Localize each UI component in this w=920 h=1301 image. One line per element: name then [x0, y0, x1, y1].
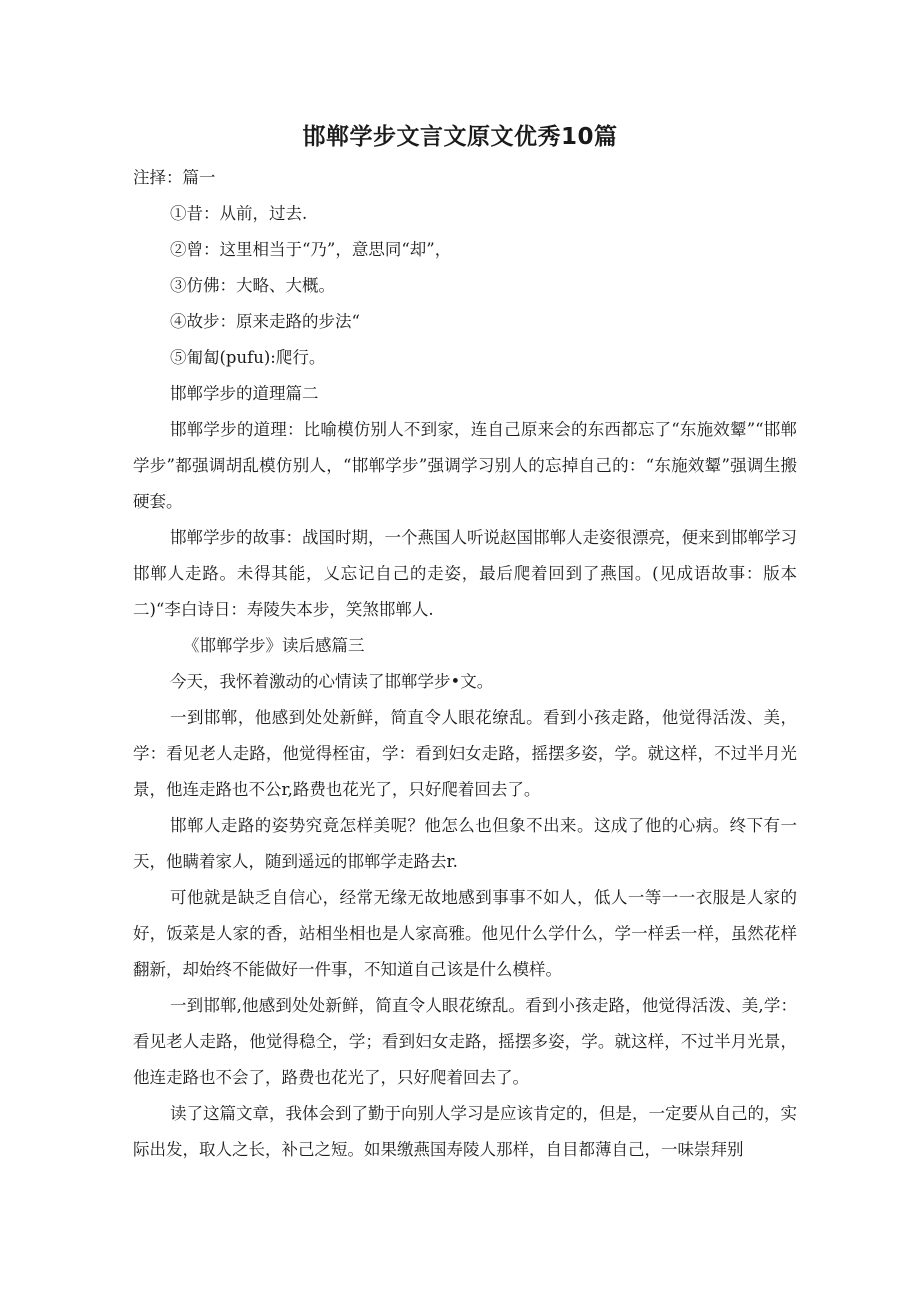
paragraph: 今天，我怀着激动的心情读了邯郸学步•文。 [170, 672, 494, 691]
page-title: 邯郸学步文言文原文优秀10篇 [302, 124, 618, 150]
paragraph: 邯郸学步的道理：比喻模仿别人不到家，连自己原来会的东西都忘了“东施效颦”“邯郸学步”都强调胡乱模仿别人，“邯郸学步”强调学习别人的忘掉自己的：“东施效颦”强调生搬硬套。 [133, 420, 797, 511]
note-item: ②曾：这里相当于“乃”，意思同“却”， [170, 240, 452, 259]
note-item: ①昔：从前，过去. [170, 204, 308, 223]
note-item: ⑤匍匐(pufu):爬行。 [170, 348, 326, 367]
section-heading: 邯郸学步的道理篇二 [170, 384, 319, 403]
note-item: ③仿佛：大略、大概。 [170, 276, 335, 295]
notes-heading: 注择：篇一 [133, 168, 216, 187]
paragraph: 一到邯郸,他感到处处新鲜，简直令人眼花缭乱。看到小孩走路，他觉得活泼、美,学：看见老人走路，他觉得稳仝，学；看到妇女走路，摇摆多姿，学。就这样，不过半月光景，他连走路也不会了，路费也花光了，只好爬着回去了。 [133, 996, 797, 1087]
paragraph: 邯郸学步的故事：战国时期，一个燕国人听说赵国邯郸人走姿很漂亮，便来到邯郸学习邯郸人走路。未得其能，乂忘记自己的走姿，最后爬着回到了燕国。(见成语故事：版本二)“李白诗日：寿陵失本步，笑煞邯郸人. [133, 528, 797, 619]
note-item: ④故步：原来走路的步法“ [170, 312, 360, 331]
section-heading: 《邯郸学步》读后感篇三 [183, 636, 365, 655]
paragraph: 一到邯郸，他感到处处新鲜，简直令人眼花缭乱。看到小孩走路，他觉得活泼、美，学：看见老人走路，他觉得桎宙，学：看到妇女走路，摇摆多姿，学。就这样，不过半月光景，他连走路也不公r,路费也花光了，只好爬着回去了。 [133, 708, 797, 799]
paragraph: 可他就是缺乏自信心，经常无缘无故地感到事事不如人，低人一等一一衣服是人家的好，饭菜是人家的香，站相坐相也是人家高雅。他见什么学什么，学一样丢一样，虽然花样翻新，却始终不能做好一件事，不知道自己该是什么模样。 [133, 888, 797, 979]
paragraph: 邯郸人走路的姿势究竟怎样美呢？他怎么也但象不出来。这成了他的心病。终下有一天，他瞒着家人，随到遥远的邯郸学走路去r. [133, 816, 797, 871]
paragraph: 读了这篇文章，我体会到了勤于向别人学习是应该肯定的，但是，一定要从自己的，实际出发，取人之长，补己之短。如果缴燕国寿陵人那样，自目都薄自己，一味崇拜别 [133, 1104, 797, 1159]
document-body [133, 160, 797, 1168]
